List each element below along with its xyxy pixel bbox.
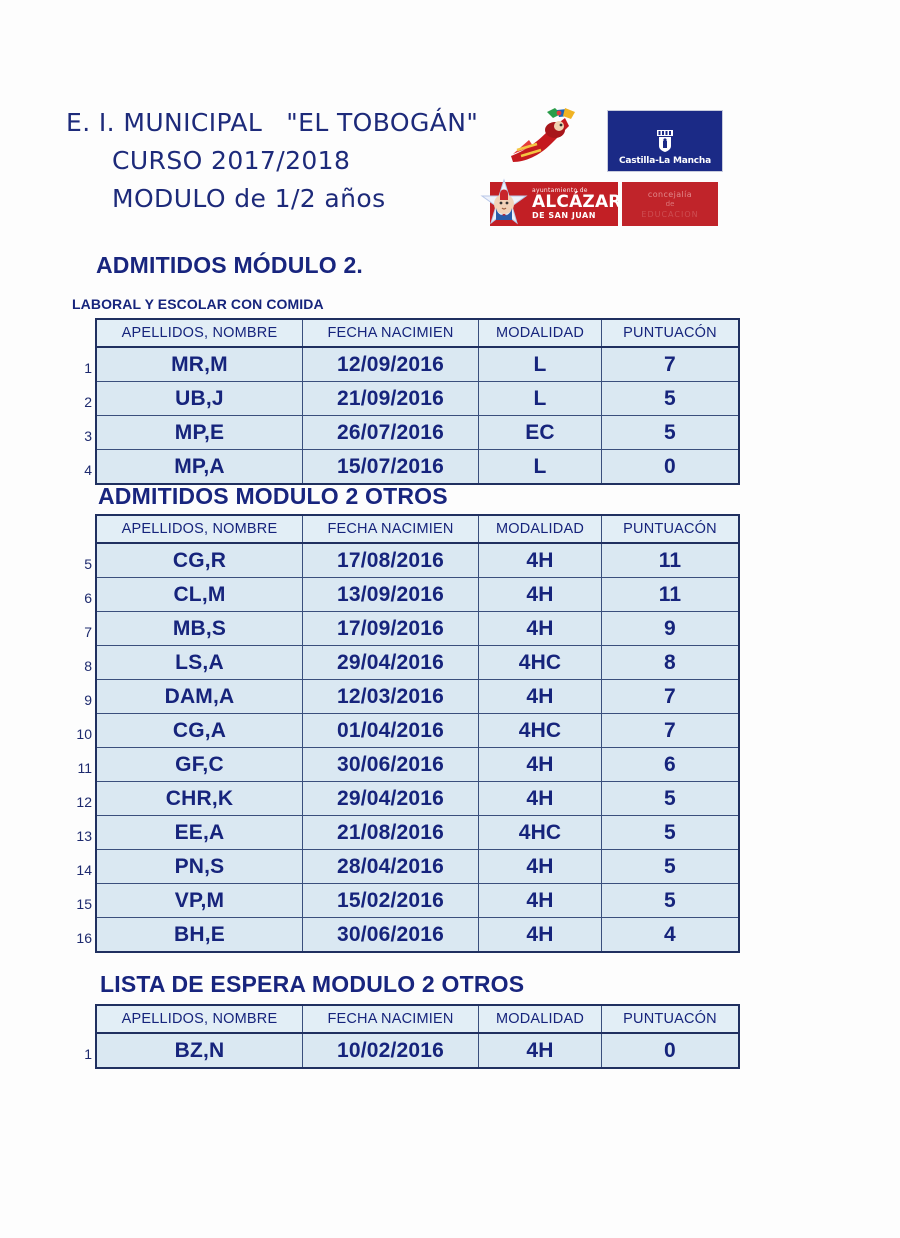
- header-line-2: CURSO 2017/2018: [112, 146, 351, 175]
- header-school-name: "EL TOBOGÁN": [286, 108, 479, 137]
- row-number: 10: [76, 726, 92, 742]
- table-lista-de-espera: [95, 1004, 740, 1069]
- cell-name: BZ,N: [96, 1033, 303, 1068]
- cell-modality: 4H: [479, 748, 602, 782]
- row-numbers-section-3: [66, 1004, 92, 1066]
- cell-score: 5: [602, 382, 740, 416]
- cell-name: GF,C: [96, 748, 303, 782]
- rownum-spacer: [66, 318, 92, 346]
- cell-modality: 4H: [479, 884, 602, 918]
- cell-modality: L: [479, 382, 602, 416]
- table-row: [96, 782, 739, 816]
- cell-modality: L: [479, 450, 602, 485]
- row-number: 8: [84, 658, 92, 674]
- cell-score: 5: [602, 782, 740, 816]
- table-row: [96, 680, 739, 714]
- cell-name: BH,E: [96, 918, 303, 953]
- cell-score: 9: [602, 612, 740, 646]
- cell-modality: 4H: [479, 680, 602, 714]
- table-row: [96, 1033, 739, 1068]
- header-line-3: MODULO de 1/2 años: [112, 184, 386, 213]
- cell-date: 17/09/2016: [303, 612, 479, 646]
- castilla-la-mancha-logo: [607, 110, 723, 172]
- table-admitidos-modulo-2: [95, 318, 740, 485]
- cell-name: EE,A: [96, 816, 303, 850]
- cell-modality: 4H: [479, 612, 602, 646]
- cell-modality: 4H: [479, 782, 602, 816]
- table-admitidos-modulo-2-otros: [95, 514, 740, 953]
- cell-name: CL,M: [96, 578, 303, 612]
- cell-name: LS,A: [96, 646, 303, 680]
- cell-date: 28/04/2016: [303, 850, 479, 884]
- section-title-admitidos-modulo-2: ADMITIDOS MÓDULO 2.: [96, 252, 364, 278]
- cell-date: 12/09/2016: [303, 347, 479, 382]
- cell-date: 01/04/2016: [303, 714, 479, 748]
- row-numbers-section-2: [66, 514, 92, 950]
- cell-date: 15/02/2016: [303, 884, 479, 918]
- concejalia-line-3: EDUCACION: [641, 209, 699, 219]
- row-number: 3: [84, 428, 92, 444]
- cell-score: 6: [602, 748, 740, 782]
- row-number: 13: [76, 828, 92, 844]
- table-row: [96, 646, 739, 680]
- cell-name: UB,J: [96, 382, 303, 416]
- cell-score: 7: [602, 680, 740, 714]
- castilla-shield-icon: [655, 129, 675, 153]
- table-row: [96, 612, 739, 646]
- concejalia-logo: [622, 182, 718, 226]
- alcazar-prefix: ayuntamiento de: [532, 187, 588, 195]
- alcazar-name: ALCÁZAR: [532, 192, 622, 213]
- cell-name: CG,R: [96, 543, 303, 578]
- alcazar-logo: [490, 182, 622, 226]
- column-header-score: PUNTUACÓN: [602, 319, 740, 347]
- cell-modality: 4H: [479, 1033, 602, 1068]
- table-row: [96, 748, 739, 782]
- cell-date: 29/04/2016: [303, 782, 479, 816]
- row-number: 2: [84, 394, 92, 410]
- table-row: [96, 382, 739, 416]
- cell-date: 26/07/2016: [303, 416, 479, 450]
- cell-score: 5: [602, 884, 740, 918]
- cell-date: 12/03/2016: [303, 680, 479, 714]
- table-row: [96, 918, 739, 953]
- document-header: [66, 104, 536, 218]
- row-number: 14: [76, 862, 92, 878]
- cell-score: 11: [602, 543, 740, 578]
- table-row: [96, 578, 739, 612]
- cell-name: PN,S: [96, 850, 303, 884]
- cell-modality: 4HC: [479, 646, 602, 680]
- row-number: 1: [84, 1046, 92, 1062]
- row-number: 12: [76, 794, 92, 810]
- row-number: 9: [84, 692, 92, 708]
- cell-date: 30/06/2016: [303, 748, 479, 782]
- column-header-name: APELLIDOS, NOMBRE: [96, 515, 303, 543]
- row-number: 15: [76, 896, 92, 912]
- column-header-modality: MODALIDAD: [479, 515, 602, 543]
- toboggan-logo-icon: [503, 106, 581, 168]
- header-line-1: [66, 104, 536, 142]
- cell-score: 4: [602, 918, 740, 953]
- cell-date: 17/08/2016: [303, 543, 479, 578]
- cell-score: 5: [602, 816, 740, 850]
- cell-name: MP,E: [96, 416, 303, 450]
- cell-date: 29/04/2016: [303, 646, 479, 680]
- castilla-logo-text: Castilla-La Mancha: [619, 156, 711, 166]
- column-header-name: APELLIDOS, NOMBRE: [96, 1005, 303, 1033]
- column-header-date: FECHA NACIMIEN: [303, 319, 479, 347]
- cell-modality: 4H: [479, 918, 602, 953]
- column-header-name: APELLIDOS, NOMBRE: [96, 319, 303, 347]
- table-header-row: [96, 1005, 739, 1033]
- column-header-date: FECHA NACIMIEN: [303, 515, 479, 543]
- table-header-row: [96, 515, 739, 543]
- cell-score: 7: [602, 714, 740, 748]
- column-header-modality: MODALIDAD: [479, 319, 602, 347]
- cell-date: 21/09/2016: [303, 382, 479, 416]
- alcazar-logo-text: [532, 188, 622, 220]
- table-row: [96, 416, 739, 450]
- cell-modality: 4HC: [479, 714, 602, 748]
- cell-name: MB,S: [96, 612, 303, 646]
- cell-name: MP,A: [96, 450, 303, 485]
- table-row: [96, 850, 739, 884]
- concejalia-line-1: concejalía: [647, 189, 693, 199]
- rownum-spacer: [66, 1004, 92, 1032]
- row-number: 4: [84, 462, 92, 478]
- cell-score: 11: [602, 578, 740, 612]
- row-number: 1: [84, 360, 92, 376]
- cell-score: 7: [602, 347, 740, 382]
- row-number: 7: [84, 624, 92, 640]
- row-numbers-section-1: [66, 318, 92, 482]
- cell-name: DAM,A: [96, 680, 303, 714]
- table-row: [96, 543, 739, 578]
- cell-modality: EC: [479, 416, 602, 450]
- row-number: 11: [77, 760, 92, 776]
- table-row: [96, 714, 739, 748]
- cell-score: 0: [602, 1033, 740, 1068]
- cell-date: 21/08/2016: [303, 816, 479, 850]
- table-row: [96, 450, 739, 485]
- cell-modality: 4H: [479, 543, 602, 578]
- row-number: 6: [84, 590, 92, 606]
- section-title-admitidos-modulo-2-otros: ADMITIDOS MODULO 2 OTROS: [98, 483, 448, 509]
- cell-date: 13/09/2016: [303, 578, 479, 612]
- cell-score: 0: [602, 450, 740, 485]
- table-row: [96, 347, 739, 382]
- cell-name: CG,A: [96, 714, 303, 748]
- rownum-spacer: [66, 514, 92, 542]
- concejalia-line-2: de: [665, 199, 675, 208]
- column-header-modality: MODALIDAD: [479, 1005, 602, 1033]
- row-number: 16: [76, 930, 92, 946]
- cell-modality: L: [479, 347, 602, 382]
- cell-modality: 4HC: [479, 816, 602, 850]
- cell-date: 10/02/2016: [303, 1033, 479, 1068]
- table-header-row: [96, 319, 739, 347]
- column-header-date: FECHA NACIMIEN: [303, 1005, 479, 1033]
- cell-score: 8: [602, 646, 740, 680]
- cell-name: VP,M: [96, 884, 303, 918]
- cell-modality: 4H: [479, 578, 602, 612]
- cell-name: CHR,K: [96, 782, 303, 816]
- cell-modality: 4H: [479, 850, 602, 884]
- cell-score: 5: [602, 850, 740, 884]
- table-row: [96, 884, 739, 918]
- alcazar-suffix: DE SAN JUAN: [532, 210, 596, 220]
- column-header-score: PUNTUACÓN: [602, 515, 740, 543]
- cell-date: 15/07/2016: [303, 450, 479, 485]
- cell-score: 5: [602, 416, 740, 450]
- section-subtitle-laboral-escolar: LABORAL Y ESCOLAR CON COMIDA: [72, 296, 324, 312]
- cell-date: 30/06/2016: [303, 918, 479, 953]
- alcazar-star-icon: [478, 178, 530, 230]
- cell-name: MR,M: [96, 347, 303, 382]
- section-title-lista-de-espera: LISTA DE ESPERA MODULO 2 OTROS: [100, 971, 525, 997]
- row-number: 5: [84, 556, 92, 572]
- column-header-score: PUNTUACÓN: [602, 1005, 740, 1033]
- header-institution: E. I. MUNICIPAL: [66, 108, 263, 137]
- table-row: [96, 816, 739, 850]
